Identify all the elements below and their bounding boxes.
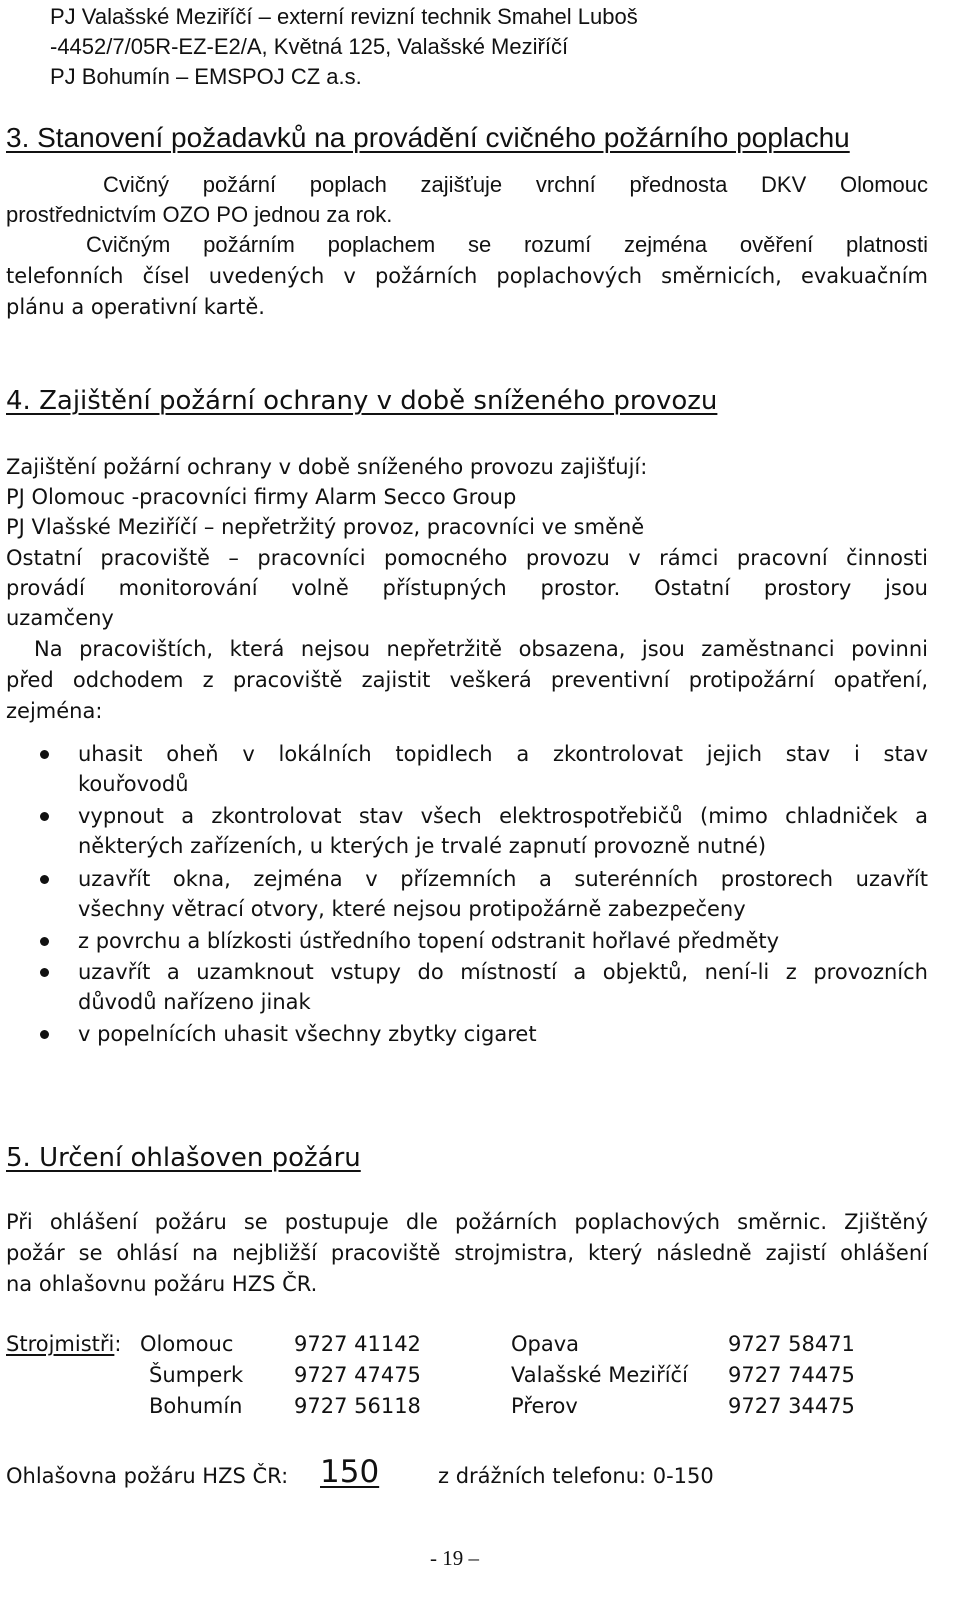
contact-place: Šumperk bbox=[149, 1363, 244, 1387]
section-4-other-line1: Ostatní pracoviště – pracovníci pomocného provozu v rámci pracovní činnosti bbox=[6, 546, 928, 570]
list-item-2-line2: některých zařízeních, u kterých je trvalé zapnutí provozně nutné) bbox=[78, 834, 767, 858]
list-item-6-line1: v popelnících uhasit všechny zbytky cigaret bbox=[78, 1022, 537, 1046]
bullet-dot bbox=[40, 1030, 49, 1039]
contact-place: Olomouc bbox=[140, 1332, 234, 1356]
section-4-heading: 4. Zajištění požární ochrany v době sníženého provozu bbox=[6, 386, 718, 416]
contact-place: Opava bbox=[511, 1332, 580, 1356]
section-3-para2-line1: Cvičným požárním poplachem se rozumí zejména ověření platnosti bbox=[86, 232, 928, 257]
section-3-para1-line2: prostřednictvím OZO PO jednou za rok. bbox=[6, 202, 393, 227]
section-4-olomouc: PJ Olomouc -pracovníci firmy Alarm Secco Group bbox=[6, 485, 517, 509]
section-4-other-line2: provádí monitorování volně přístupných prostor. Ostatní prostory jsou bbox=[6, 576, 928, 600]
contacts-label: Strojmistři bbox=[6, 1332, 115, 1356]
contact-place: Přerov bbox=[511, 1394, 578, 1418]
section-4-duty-line1: Na pracovištích, která nejsou nepřetržitě obsazena, jsou zaměstnanci povinni bbox=[34, 637, 928, 661]
section-4-duty-line2: před odchodem z pracoviště zajistit veškerá preventivní protipožární opatření, bbox=[6, 668, 928, 692]
bullet-dot bbox=[40, 750, 49, 759]
list-item-1-line2: kouřovodů bbox=[78, 772, 189, 796]
hzs-number: 150 bbox=[320, 1454, 380, 1490]
list-item-1-line1: uhasit oheň v lokálních topidlech a zkontrolovat jejich stav i stav bbox=[78, 742, 928, 766]
list-item-3-line1: uzavřít okna, zejména v přízemních a suterénních prostorech uzavřít bbox=[78, 867, 928, 891]
header-line-1: PJ Valašské Meziříčí – externí revizní technik Smahel Luboš bbox=[50, 4, 638, 29]
section-5-para-line1: Při ohlášení požáru se postupuje dle požárních poplachových směrnic. Zjištěný bbox=[6, 1210, 928, 1234]
section-3-para2-line3: plánu a operativní kartě. bbox=[6, 295, 265, 319]
header-line-2: -4452/7/05R-EZ-E2/A, Květná 125, Valašské Meziříčí bbox=[50, 34, 569, 59]
section-3-para2-line2: telefonních čísel uvedených v požárních poplachových směrnicích, evakuačním bbox=[6, 264, 928, 288]
list-item-3-line2: všechny větrací otvory, které nejsou protipožárně zabezpečeny bbox=[78, 897, 746, 921]
list-item-5-line2: důvodů nařízeno jinak bbox=[78, 990, 311, 1014]
section-4-intro: Zajištění požární ochrany v době sníženého provozu zajišťují: bbox=[6, 455, 648, 479]
header-line-3: PJ Bohumín – EMSPOJ CZ a.s. bbox=[50, 64, 362, 89]
rail-phone-label: z drážních telefonu: 0-150 bbox=[438, 1464, 714, 1488]
section-4-other-line3: uzamčeny bbox=[6, 606, 114, 630]
contacts-label-wrap bbox=[6, 1329, 121, 1359]
section-5-para-line2: požár se ohlásí na nejbližší pracoviště strojmistra, který následně zajistí ohlášení bbox=[6, 1241, 928, 1265]
section-4-vlasske: PJ Vlašské Meziříčí – nepřetržitý provoz, pracovníci ve směně bbox=[6, 515, 645, 539]
contact-place: Bohumín bbox=[149, 1394, 243, 1418]
contact-phone: 9727 47475 bbox=[294, 1363, 421, 1387]
list-item-4-line1: z povrchu a blízkosti ústředního topení odstranit hořlavé předměty bbox=[78, 929, 780, 953]
page-number: - 19 – bbox=[430, 1546, 479, 1570]
list-item-5-line1: uzavřít a uzamknout vstupy do místností a objektů, není-li z provozních bbox=[78, 960, 928, 984]
section-3-heading: 3. Stanovení požadavků na provádění cvičného požárního poplachu bbox=[6, 122, 850, 153]
section-3-para1-line1: Cvičný požární poplach zajišťuje vrchní přednosta DKV Olomouc bbox=[103, 172, 928, 197]
contact-phone: 9727 58471 bbox=[728, 1332, 855, 1356]
list-item-2-line1: vypnout a zkontrolovat stav všech elektrospotřebičů (mimo chladniček a bbox=[78, 804, 928, 828]
contact-place: Valašské Meziříčí bbox=[511, 1363, 688, 1387]
section-5-heading: 5. Určení ohlašoven požáru bbox=[6, 1143, 361, 1173]
section-5-para-line3: na ohlašovnu požáru HZS ČR. bbox=[6, 1272, 318, 1296]
bullet-dot bbox=[40, 875, 49, 884]
bullet-dot bbox=[40, 937, 49, 946]
contacts-colon: : bbox=[114, 1332, 122, 1356]
contact-phone: 9727 74475 bbox=[728, 1363, 855, 1387]
contact-phone: 9727 41142 bbox=[294, 1332, 421, 1356]
section-4-duty-line3: zejména: bbox=[6, 699, 103, 723]
contact-phone: 9727 56118 bbox=[294, 1394, 421, 1418]
contact-phone: 9727 34475 bbox=[728, 1394, 855, 1418]
bullet-dot bbox=[40, 968, 49, 977]
bullet-dot bbox=[40, 812, 49, 821]
hzs-label: Ohlašovna požáru HZS ČR: bbox=[6, 1464, 289, 1488]
